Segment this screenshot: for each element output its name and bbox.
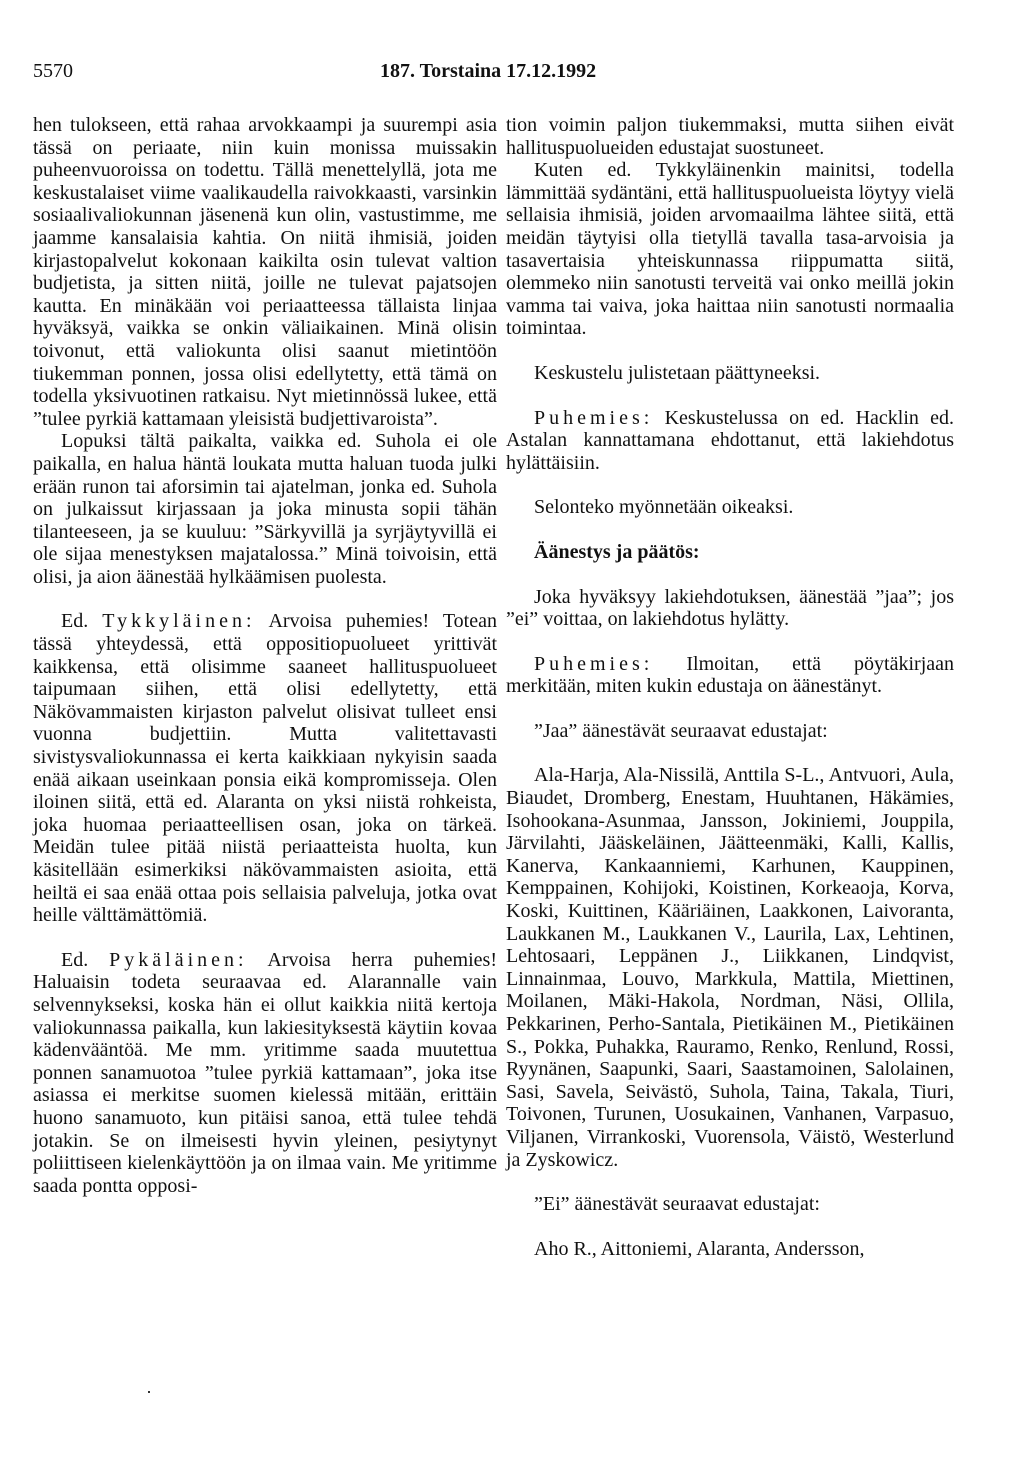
section-heading: Äänestys ja päätös: bbox=[534, 540, 700, 563]
speech-text: Arvoisa herra puhemies! Haluaisin todeta seuraavaa ed. Alarannalle vain selvennykseksi, koska hän ei ollut kaikkia niitä kertoja valiokunnassa paikalla, kun lakiesityksestä käytiin kovaa kädenvääntöä. Me mm. yritimme saada muutettua ponnen sanamuotoa ”tulee pyrkiä kattamaan”, joka itse asiassa ei merkitse suomen kielessä mitään, erittäin huono sanamuoto, kun pitäisi sanoa, että tulee tehdä jotakin. Se on ilmeisesti hyvin yleinen, pesiytynyt poliittiseen kielenkäyttöön ja on ilmaa vain. Me yritimme saada pontta opposi- bbox=[33, 948, 497, 1197]
jaa-voters-intro: ”Jaa” äänestävät seuraavat edustajat: bbox=[534, 719, 828, 742]
speaker-prefix: Ed. bbox=[61, 610, 89, 633]
speaker-name: Tykkyläinen: bbox=[102, 610, 256, 633]
paragraph-continuation: tion voimin paljon tiukemmaksi, mutta siihen eivät hallituspuolueiden edustajat suostuneet. bbox=[506, 114, 954, 159]
vote-instruction: Joka hyväksyy lakiehdotuksen, äänestää ”jaa”; jos ”ei” voittaa, on lakiehdotus hylätty. bbox=[506, 585, 954, 631]
speaker-prefix: Ed. bbox=[61, 948, 89, 971]
speech-text: Arvoisa puhemies! Totean tässä yhteydessä, että oppositiopuolueet yrittivät kaikkensa, että olisimme saaneet hallituspuolueet taipumaan siihen, että olisi edellytetty, että Näkövammaisten kirjaston palvelut olisivat tulleet ensi vuonna budjettiin. Mutta valitettavasti sivistysvaliokunnassa ei kerta kaikkiaan nykyisin saada enää aikaan useinkaan ponsia eikä kompromisseja. Olen iloinen siitä, että ed. Alaranta on yksi niistä rohkeista, joka huomaa periaatteellisen osan, joka on tärkeä. Meidän tulee pitää niistä periaatteista huolta, kun käsitellään esimerkiksi näkövammaisten asioita, että heiltä ei saa enää ottaa pois sellaisia palveluja, jotka ovat heille välttämättömiä. bbox=[33, 610, 497, 927]
speaker-name: Pykäläinen: bbox=[109, 948, 248, 971]
debate-closed-note: Keskustelu julistetaan päättyneeksi. bbox=[534, 361, 821, 384]
ei-voters-list: Aho R., Aittoniemi, Alaranta, Andersson, bbox=[534, 1237, 865, 1260]
speech-text: Ilmoitan, että pöytäkirjaan merkitään, miten kukin edustaja on äänestänyt. bbox=[506, 652, 955, 698]
paragraph-closing-remarks: Lopuksi tältä paikalta, vaikka ed. Suhola ei ole paikalla, en halua häntä loukata mutta haluan tuoda julki erään runon tai aforsimin tai ajatelman, jonka ed. Suhola on julkaissut kirjassaan ja joka minusta sopii tähän tilanteeseen, ja se kuuluu: ”Särkyvillä ja syrjäytyvillä ei ole sijaa menestyksen majatalossa.” Minä toivoisin, että olisi, ja aion äänestää hylkäämisen puolesta. bbox=[33, 430, 497, 588]
ei-voters-intro: ”Ei” äänestävät seuraavat edustajat: bbox=[534, 1193, 820, 1216]
paragraph-continuation: hen tulokseen, että rahaa arvokkaampi ja suurempi asia tässä on periaate, niin kuin monissa muissakin puheenvuoroissa on todettu. Tällä menettelyllä, jota me keskustalaiset viime vaalikaudella raivokkaasti, varsinkin sosiaalivaliokunnan jäsenenä kun olin, vastustimme, me jaamme kansalaisia kahtia. On niitä ihmisiä, joiden kirjastopalvelut kokonaan kaikilta osin tulevat valtion budjetista, ja sitten niitä, joille ne tulevat pajatsojen kautta. En minäkään voi periaatteessa tällaista linjaa hyväksyä, vaikka se onkin väliaikainen. Minä olisin toivonut, että valiokunta olisi saanut mietintöön tiukemman ponnen, jossa olisi edellytetty, että tämä on todella yksivuotinen ratkaisu. Nyt mietinnössä lukee, että ”tulee pyrkiä kattamaan yleisistä budjettivaroista”. bbox=[33, 114, 497, 430]
jaa-voters-list: Ala-Harja, Ala-Nissilä, Anttila S-L., Antvuori, Aula, Biaudet, Dromberg, Enestam, Huuhtanen, Häkämies, Isohookana-Asunmaa, Jansson, Jokiniemi, Jouppila, Järvilahti, Jääskeläinen, Jäätteenmäki, Kalli, Kallis, Kanerva, Kankaanniemi, Karhunen, Kauppinen, Kemppainen, Kohijoki, Koistinen, Korkeaoja, Korva, Koski, Kuittinen, Kääriäinen, Laakkonen, Laivoranta, Laukkanen M., Laukkanen V., Laurila, Lax, Lehtinen, Lehtosaari, Leppänen J., Liikkanen, Lindqvist, Linnainmaa, Louvo, Markkula, Mattila, Miettinen, Moilanen, Mäki-Hakola, Nordman, Näsi, Ollila, Pekkarinen, Perho-Santala, Pietikäinen M., Pietikäinen S., Pokka, Puhakka, Rauramo, Renko, Renlund, Rossi, Ryynänen, Saapunki, Saari, Saastamoinen, Salolainen, Sasi, Savela, Seivästö, Suhola, Taina, Takala, Tiuri, Toivonen, Turunen, Uosukainen, Vanhanen, Varpasuo, Viljanen, Virrankoski, Vuorensola, Väistö, Westerlund ja Zyskowicz. bbox=[506, 764, 954, 1171]
speaker-announcement bbox=[506, 653, 954, 698]
running-head: 187. Torstaina 17.12.1992 bbox=[380, 60, 597, 82]
speech-pykalainen bbox=[33, 949, 497, 1198]
speech-tykkylainen bbox=[33, 610, 497, 926]
speaker-name: Puhemies: bbox=[534, 406, 654, 429]
page-header bbox=[0, 60, 1024, 90]
report-approved-note: Selonteko myönnetään oikeaksi. bbox=[534, 496, 794, 519]
speaker-name: Puhemies: bbox=[534, 652, 654, 675]
speech-text: Keskustelussa on ed. Hacklin ed. Astalan kannattamana ehdottanut, että lakiehdotus hylättäisiin. bbox=[506, 406, 955, 474]
speaker-statement bbox=[506, 407, 954, 475]
paragraph-kuten: Kuten ed. Tykkyläinenkin mainitsi, todella lämmittää sydäntäni, että hallituspuolueista löytyy vielä sellaisia ihmisiä, joiden arvomaailma lähtee siitä, että meidän täytyisi olla tietyllä tavalla tasa-arvoisia ja tasavertaisia yhteiskunnassa riippumatta siitä, olemmeko niin sanotusti terveitä vai onko meillä jokin vamma tai vaiva, joka haittaa niin sanotusti normaalia toimintaa. bbox=[506, 159, 954, 340]
page-number: 5570 bbox=[33, 60, 73, 82]
left-column bbox=[33, 114, 497, 1197]
scan-speck bbox=[148, 1391, 150, 1393]
right-column bbox=[506, 114, 954, 1260]
